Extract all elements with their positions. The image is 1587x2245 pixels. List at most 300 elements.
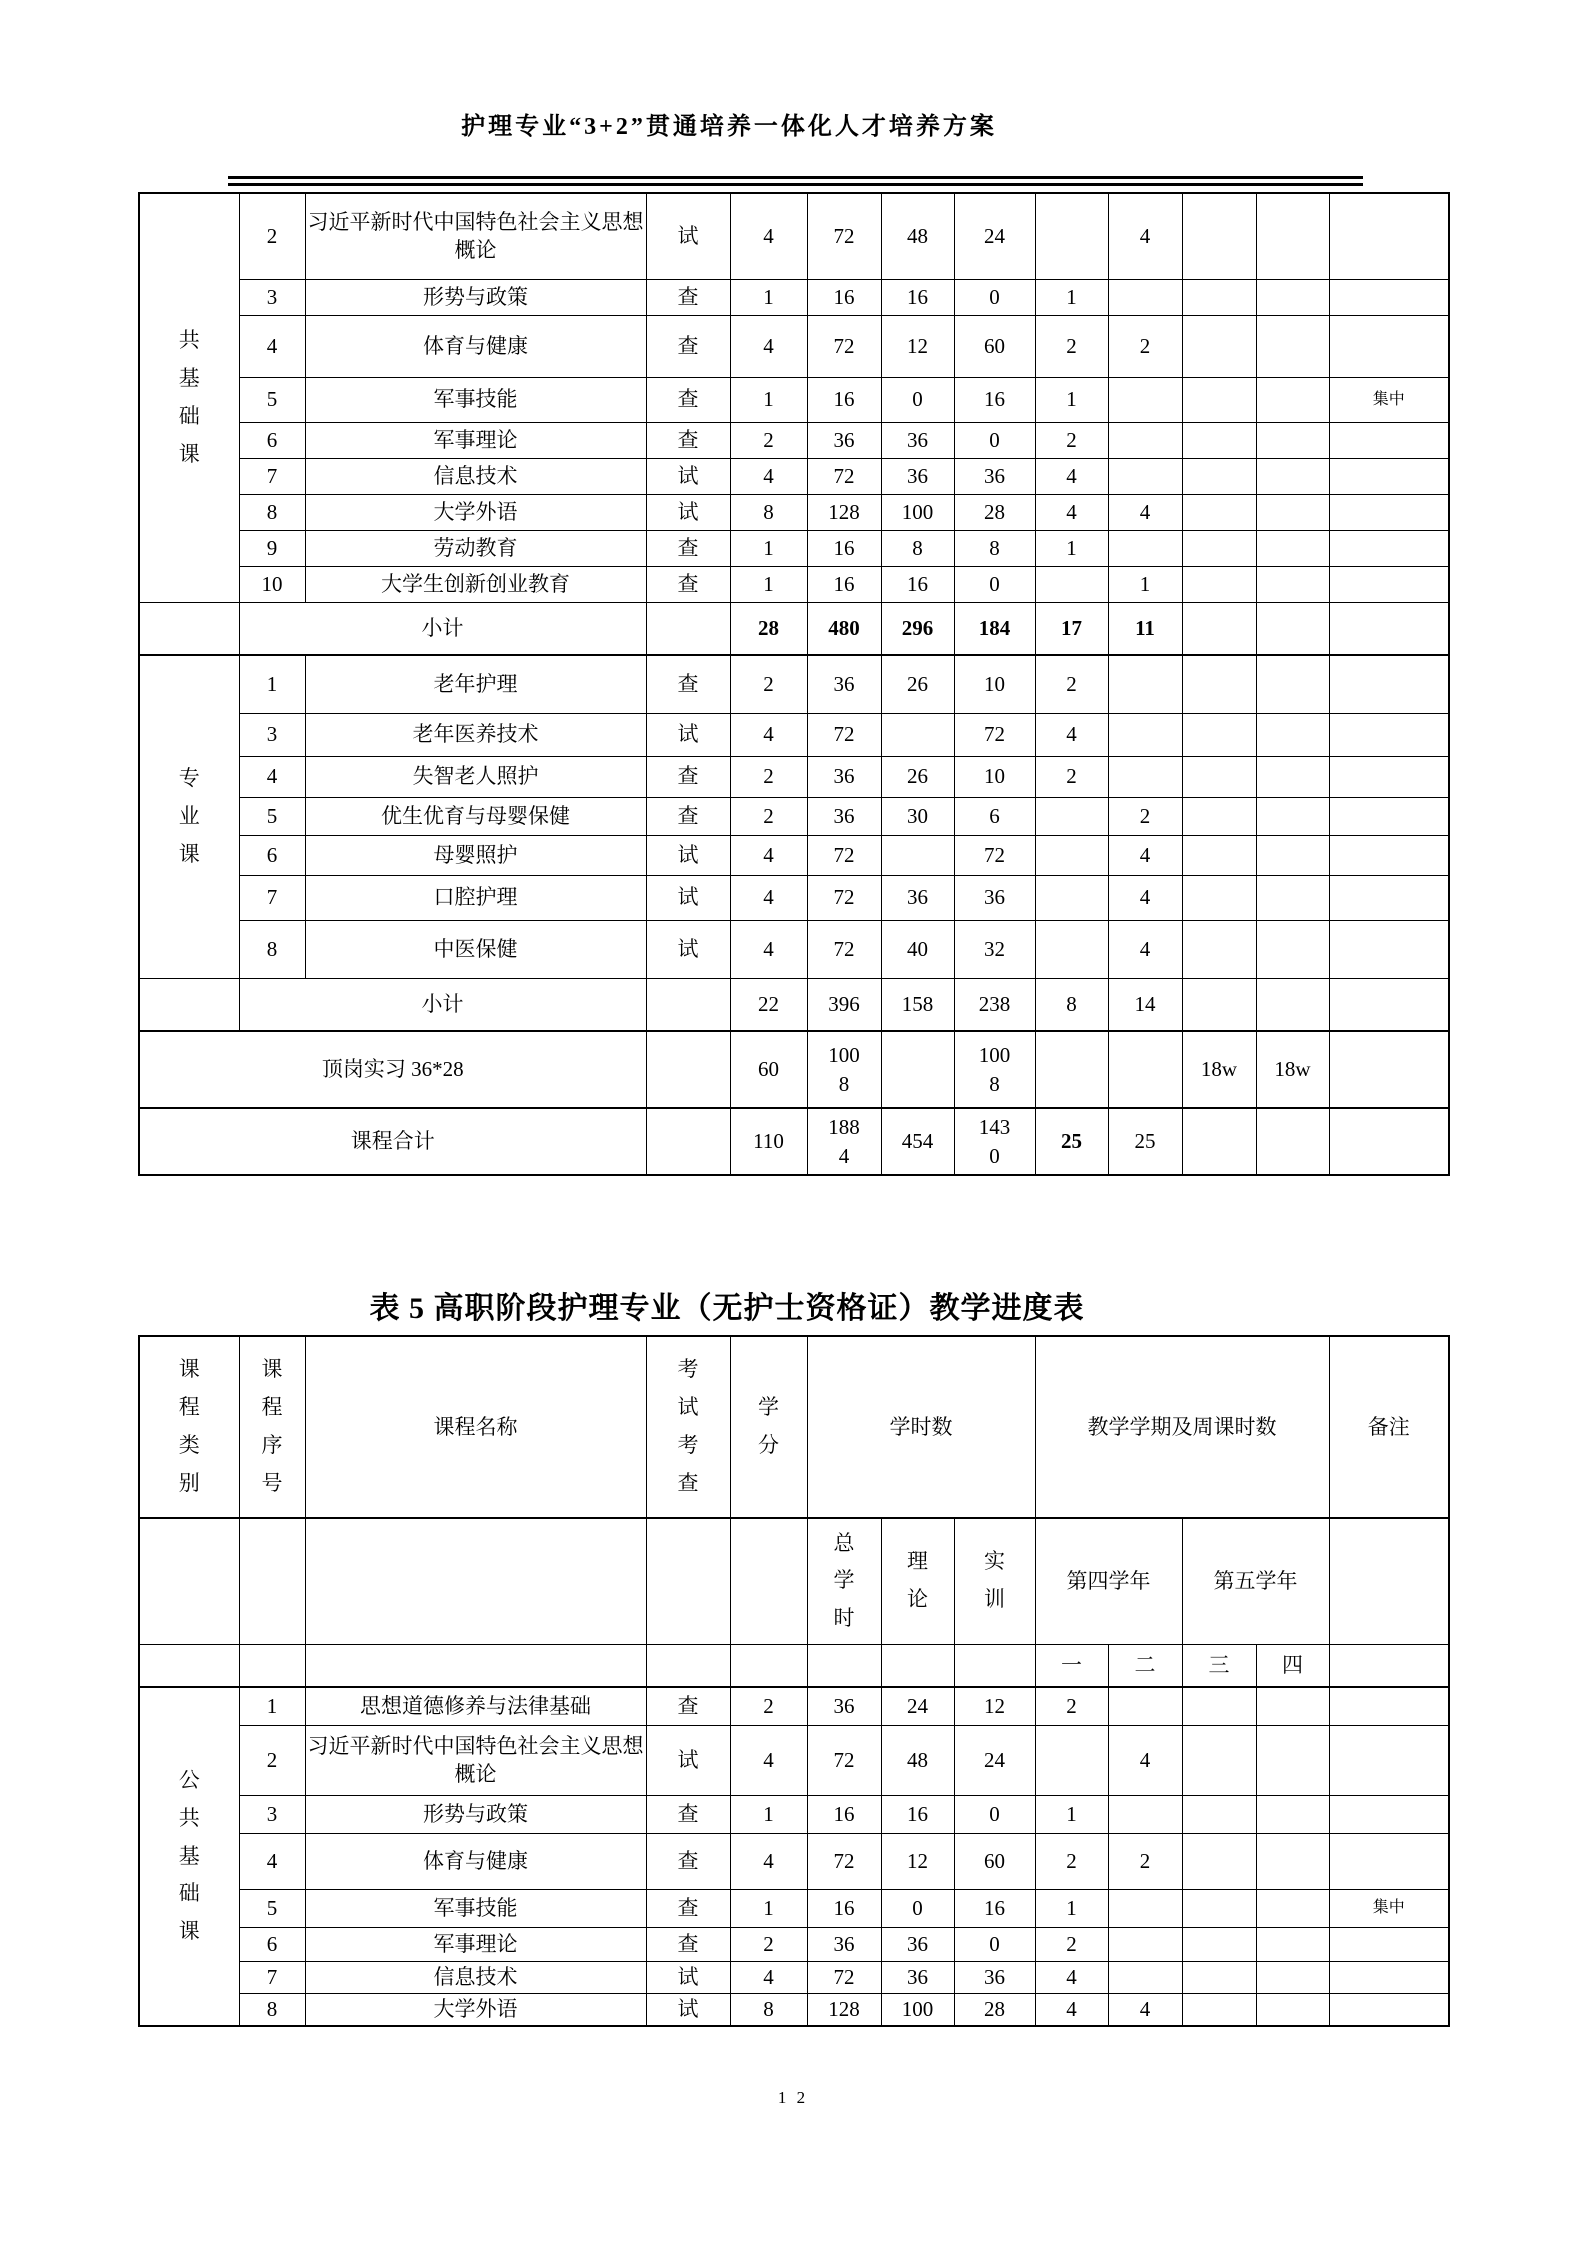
header-sem3: 三: [1182, 1644, 1256, 1687]
cell-course: 军事技能: [305, 377, 646, 422]
cell-credit: 2: [730, 1927, 807, 1961]
cell-practice: 16: [954, 1889, 1035, 1927]
cell-note: [1329, 920, 1449, 978]
cell-credit: 4: [730, 1961, 807, 1993]
table-row: [139, 835, 1449, 875]
cell-sem2: [1108, 1687, 1182, 1725]
table-row: [139, 713, 1449, 756]
cell-exam: 查: [646, 756, 730, 797]
cell-note: [1329, 835, 1449, 875]
cell-sem2: [1108, 1889, 1182, 1927]
cell-theory: 0: [881, 1889, 954, 1927]
cell-sem1: [1035, 1725, 1108, 1795]
cell-course: 母婴照护: [305, 835, 646, 875]
cell-sem4: [1256, 920, 1329, 978]
cell-practice: 10: [954, 655, 1035, 713]
cell-course: 大学外语: [305, 1993, 646, 2026]
empty-cell: [1329, 1518, 1449, 1644]
header-sem1: 一: [1035, 1644, 1108, 1687]
cell-sem3: [1182, 1795, 1256, 1833]
cell-note: [1329, 756, 1449, 797]
cell-sem1: 1: [1035, 1795, 1108, 1833]
cell-sem4: [1256, 377, 1329, 422]
cell-credit: 8: [730, 1993, 807, 2026]
cell-exam: 试: [646, 1993, 730, 2026]
cell-sem3: [1182, 530, 1256, 566]
cell-sem4: 18w: [1256, 1031, 1329, 1108]
cell-credit: 2: [730, 422, 807, 458]
cell-sem1: 1: [1035, 377, 1108, 422]
cell-sem2: 4: [1108, 1993, 1182, 2026]
cell-note: [1329, 1108, 1449, 1175]
cell-practice: 12: [954, 1687, 1035, 1725]
table-row: [139, 655, 1449, 713]
table5-title: 表 5 高职阶段护理专业（无护士资格证）教学进度表: [369, 1292, 1085, 1325]
table-row: [139, 797, 1449, 835]
cell-seq: 2: [239, 193, 305, 279]
cell-sem1: 2: [1035, 422, 1108, 458]
cell-total-hours: 16: [807, 1889, 881, 1927]
empty-cell: [139, 1644, 239, 1687]
cell-seq: 6: [239, 835, 305, 875]
cell-theory: 36: [881, 422, 954, 458]
header-year4: 第四学年: [1035, 1518, 1182, 1644]
cell-note: [1329, 315, 1449, 377]
cell-sem3: [1182, 566, 1256, 602]
cell-note: [1329, 458, 1449, 494]
cell-practice: 36: [954, 458, 1035, 494]
cell-sem1: 4: [1035, 494, 1108, 530]
header-note: 备注: [1329, 1336, 1449, 1518]
cell-theory: 100: [881, 494, 954, 530]
cell-sem1: 2: [1035, 1687, 1108, 1725]
cell-theory: 100: [881, 1993, 954, 2026]
cell-practice: 0: [954, 422, 1035, 458]
table-row: [139, 494, 1449, 530]
cell-sem1: 2: [1035, 315, 1108, 377]
cell-total-hours: 72: [807, 1961, 881, 1993]
header-row-1: [139, 1336, 1449, 1518]
table-row: [139, 566, 1449, 602]
cell-total-hours: 16: [807, 530, 881, 566]
cell-total-hours: 36: [807, 1927, 881, 1961]
cell-course: 习近平新时代中国特色社会主义思想概论: [305, 193, 646, 279]
cell-sem3: [1182, 494, 1256, 530]
cell-sem1: [1035, 1031, 1108, 1108]
cell-practice: 32: [954, 920, 1035, 978]
cell-seq: 3: [239, 713, 305, 756]
cell-note: [1329, 566, 1449, 602]
cell-course: 劳动教育: [305, 530, 646, 566]
cell-sem3: [1182, 422, 1256, 458]
cell-note: [1329, 1833, 1449, 1889]
header-sem2: 二: [1108, 1644, 1182, 1687]
cell-sem3: [1182, 875, 1256, 920]
cell-total-hours: 1008: [807, 1031, 881, 1108]
cell-sem1: [1035, 835, 1108, 875]
cell-course: 思想道德修养与法律基础: [305, 1687, 646, 1725]
header-sem4: 四: [1256, 1644, 1329, 1687]
cell-practice: 24: [954, 1725, 1035, 1795]
cell-sem2: [1108, 1795, 1182, 1833]
cell-seq: 7: [239, 875, 305, 920]
cell-seq: 6: [239, 1927, 305, 1961]
table-row: [139, 279, 1449, 315]
empty-cell: [807, 1644, 881, 1687]
cell-sem1: 1: [1035, 279, 1108, 315]
cell-theory: [881, 713, 954, 756]
cell-sem4: [1256, 1927, 1329, 1961]
table-row: [139, 458, 1449, 494]
cell-theory: [881, 835, 954, 875]
cell-sem1: 2: [1035, 756, 1108, 797]
cell-course: 信息技术: [305, 1961, 646, 1993]
cell-exam: 试: [646, 458, 730, 494]
category-label: 共基础课: [178, 328, 200, 466]
table-row: [139, 377, 1449, 422]
cell-total-hours: 72: [807, 920, 881, 978]
table-row: [139, 315, 1449, 377]
cell-total-hours: 128: [807, 494, 881, 530]
cell-credit: 1: [730, 377, 807, 422]
curriculum-table-continued: [138, 192, 1450, 1176]
cell-course: 形势与政策: [305, 1795, 646, 1833]
cell-exam: 试: [646, 835, 730, 875]
cell-sem1: 4: [1035, 1961, 1108, 1993]
cell-course: 体育与健康: [305, 1833, 646, 1889]
cell-seq: 7: [239, 458, 305, 494]
cell-seq: 3: [239, 279, 305, 315]
cell-sem2: 4: [1108, 1725, 1182, 1795]
cell-note: 集中: [1329, 377, 1449, 422]
header-theory: 理论: [881, 1518, 954, 1644]
cell-theory: 36: [881, 1927, 954, 1961]
cell-theory: 12: [881, 315, 954, 377]
cell-total-hours: 72: [807, 458, 881, 494]
header-course: 课程名称: [305, 1336, 646, 1518]
category-label: 专业课: [178, 766, 200, 866]
cell-note: [1329, 713, 1449, 756]
cell-sem3: [1182, 1961, 1256, 1993]
cell-sem4: [1256, 422, 1329, 458]
cell-exam: 查: [646, 655, 730, 713]
cell-total-hours: 72: [807, 193, 881, 279]
cell-sem3: [1182, 1927, 1256, 1961]
cell-sem3: [1182, 602, 1256, 655]
cell-theory: 296: [881, 602, 954, 655]
subtotal-row: [139, 602, 1449, 655]
table-row: [139, 193, 1449, 279]
cell-exam: [646, 978, 730, 1031]
table-row: [139, 1795, 1449, 1833]
cell-theory: 36: [881, 1961, 954, 1993]
cell-sem4: [1256, 713, 1329, 756]
cell-credit: 2: [730, 1687, 807, 1725]
cell-seq: 10: [239, 566, 305, 602]
header-credit: 学分: [730, 1336, 807, 1518]
cell-exam: [646, 1031, 730, 1108]
cell-sem2: [1108, 377, 1182, 422]
cell-credit: 4: [730, 458, 807, 494]
cell-sem2: 4: [1108, 193, 1182, 279]
cell-sem4: [1256, 1795, 1329, 1833]
table-row: [139, 1993, 1449, 2026]
cell-sem2: 4: [1108, 494, 1182, 530]
cell-sem3: [1182, 1108, 1256, 1175]
cell-exam: 查: [646, 566, 730, 602]
cell-course: 形势与政策: [305, 279, 646, 315]
cell-sem3: [1182, 835, 1256, 875]
empty-cell: [1329, 1644, 1449, 1687]
table-row: [139, 920, 1449, 978]
cell-practice: 10: [954, 756, 1035, 797]
cell-total-hours: 1884: [807, 1108, 881, 1175]
cell-credit: 4: [730, 193, 807, 279]
cell-credit: 1: [730, 1889, 807, 1927]
cell-sem1: 17: [1035, 602, 1108, 655]
empty-cell: [730, 1518, 807, 1644]
empty-cell: [139, 1518, 239, 1644]
cell-practice: 60: [954, 1833, 1035, 1889]
table-row: [139, 1687, 1449, 1725]
cell-sem3: [1182, 1725, 1256, 1795]
cell-total-hours: 72: [807, 1833, 881, 1889]
cell-total-hours: 16: [807, 377, 881, 422]
cell-exam: 查: [646, 530, 730, 566]
table-row: [139, 1927, 1449, 1961]
internship-label: 顶岗实习 36*28: [139, 1031, 646, 1108]
table-row: [139, 756, 1449, 797]
header-hours: 学时数: [807, 1336, 1035, 1518]
header-row-3: [139, 1644, 1449, 1687]
cell-theory: 40: [881, 920, 954, 978]
cell-sem3: [1182, 1833, 1256, 1889]
cell-total-hours: 72: [807, 875, 881, 920]
cell-note: [1329, 875, 1449, 920]
cell-course: 口腔护理: [305, 875, 646, 920]
cell-exam: 查: [646, 422, 730, 458]
cell-course: 老年医养技术: [305, 713, 646, 756]
cell-sem4: [1256, 875, 1329, 920]
cell-sem2: [1108, 422, 1182, 458]
cell-theory: 12: [881, 1833, 954, 1889]
cell-exam: 试: [646, 1961, 730, 1993]
cell-theory: 26: [881, 655, 954, 713]
empty-cell: [239, 1644, 305, 1687]
empty-cell: [646, 1644, 730, 1687]
header-semester: 教学学期及周课时数: [1035, 1336, 1329, 1518]
empty-cell: [139, 602, 239, 655]
cell-seq: 4: [239, 315, 305, 377]
empty-cell: [881, 1644, 954, 1687]
cell-sem4: [1256, 1725, 1329, 1795]
cell-sem3: [1182, 315, 1256, 377]
cell-sem1: [1035, 920, 1108, 978]
table-row: [139, 875, 1449, 920]
cell-sem3: [1182, 713, 1256, 756]
cell-note: [1329, 1795, 1449, 1833]
cell-exam: 查: [646, 315, 730, 377]
cell-practice: 60: [954, 315, 1035, 377]
cell-note: [1329, 1031, 1449, 1108]
cell-sem4: [1256, 530, 1329, 566]
cell-sem2: 1: [1108, 566, 1182, 602]
empty-cell: [730, 1644, 807, 1687]
cell-sem4: [1256, 1889, 1329, 1927]
cell-sem1: 1: [1035, 530, 1108, 566]
cell-exam: 查: [646, 1927, 730, 1961]
cell-sem3: [1182, 797, 1256, 835]
cell-practice: 72: [954, 835, 1035, 875]
subtotal-label: 小计: [239, 602, 646, 655]
cell-note: [1329, 494, 1449, 530]
cell-total-hours: 72: [807, 1725, 881, 1795]
cell-practice: 0: [954, 1927, 1035, 1961]
cell-note: [1329, 655, 1449, 713]
cell-credit: 4: [730, 315, 807, 377]
cell-practice: 238: [954, 978, 1035, 1031]
cell-sem1: 4: [1035, 713, 1108, 756]
cell-theory: 26: [881, 756, 954, 797]
cell-note: [1329, 1961, 1449, 1993]
cell-sem1: 25: [1035, 1108, 1108, 1175]
cell-practice: 1430: [954, 1108, 1035, 1175]
table-row: [139, 1725, 1449, 1795]
cell-seq: 8: [239, 494, 305, 530]
cell-theory: 8: [881, 530, 954, 566]
cell-sem1: [1035, 797, 1108, 835]
cell-credit: 1: [730, 530, 807, 566]
cell-total-hours: 72: [807, 713, 881, 756]
cell-credit: 1: [730, 1795, 807, 1833]
cell-theory: 48: [881, 1725, 954, 1795]
header-total-hours: 总学时: [807, 1518, 881, 1644]
cell-sem1: [1035, 193, 1108, 279]
header-double-rule: [228, 176, 1363, 186]
header-category: 课程类别: [139, 1336, 239, 1518]
cell-total-hours: 128: [807, 1993, 881, 2026]
cell-total-hours: 36: [807, 756, 881, 797]
cell-exam: 查: [646, 1687, 730, 1725]
cell-credit: 4: [730, 875, 807, 920]
cell-course: 习近平新时代中国特色社会主义思想概论: [305, 1725, 646, 1795]
cell-sem2: 2: [1108, 1833, 1182, 1889]
cell-exam: 查: [646, 1833, 730, 1889]
cell-sem3: [1182, 193, 1256, 279]
cell-note: [1329, 978, 1449, 1031]
category-label-cell: [139, 1687, 239, 2026]
cell-seq: 9: [239, 530, 305, 566]
cell-theory: 16: [881, 1795, 954, 1833]
cell-total-hours: 480: [807, 602, 881, 655]
cell-exam: 试: [646, 1725, 730, 1795]
cell-sem2: 4: [1108, 875, 1182, 920]
cell-credit: 4: [730, 713, 807, 756]
cell-sem4: [1256, 756, 1329, 797]
cell-sem2: 25: [1108, 1108, 1182, 1175]
cell-total-hours: 72: [807, 315, 881, 377]
header-number: 课程序号: [239, 1336, 305, 1518]
cell-sem3: [1182, 756, 1256, 797]
table-row: [139, 422, 1449, 458]
cell-practice: 0: [954, 279, 1035, 315]
cell-sem4: [1256, 494, 1329, 530]
table-row: [139, 530, 1449, 566]
page-header-title: 护理专业“3+2”贯通培养一体化人才培养方案: [461, 114, 997, 140]
cell-course: 体育与健康: [305, 315, 646, 377]
cell-sem4: [1256, 279, 1329, 315]
cell-sem2: [1108, 1031, 1182, 1108]
cell-theory: 36: [881, 875, 954, 920]
cell-note: [1329, 602, 1449, 655]
cell-sem3: [1182, 279, 1256, 315]
cell-theory: 16: [881, 566, 954, 602]
cell-sem2: [1108, 713, 1182, 756]
cell-credit: 4: [730, 920, 807, 978]
cell-total-hours: 16: [807, 1795, 881, 1833]
empty-cell: [646, 1518, 730, 1644]
empty-cell: [305, 1644, 646, 1687]
cell-theory: 454: [881, 1108, 954, 1175]
category-label-cell: [139, 655, 239, 978]
cell-sem2: 4: [1108, 920, 1182, 978]
cell-sem3: [1182, 1687, 1256, 1725]
table-row: [139, 1961, 1449, 1993]
cell-note: [1329, 193, 1449, 279]
cell-credit: 4: [730, 835, 807, 875]
cell-total-hours: 36: [807, 655, 881, 713]
cell-practice: 28: [954, 1993, 1035, 2026]
cell-sem3: [1182, 1889, 1256, 1927]
empty-cell: [954, 1644, 1035, 1687]
header-year5: 第五学年: [1182, 1518, 1329, 1644]
cell-credit: 2: [730, 655, 807, 713]
empty-cell: [139, 978, 239, 1031]
cell-credit: 110: [730, 1108, 807, 1175]
cell-sem4: [1256, 1993, 1329, 2026]
cell-seq: 1: [239, 1687, 305, 1725]
cell-sem2: [1108, 458, 1182, 494]
cell-credit: 4: [730, 1725, 807, 1795]
cell-theory: 30: [881, 797, 954, 835]
cell-sem1: [1035, 566, 1108, 602]
subtotal-row: [139, 978, 1449, 1031]
cell-sem3: 18w: [1182, 1031, 1256, 1108]
cell-sem4: [1256, 566, 1329, 602]
cell-seq: 5: [239, 377, 305, 422]
cell-credit: 8: [730, 494, 807, 530]
cell-exam: 查: [646, 797, 730, 835]
cell-exam: 查: [646, 377, 730, 422]
cell-sem4: [1256, 797, 1329, 835]
cell-note: 集中: [1329, 1889, 1449, 1927]
cell-theory: 36: [881, 458, 954, 494]
cell-sem2: [1108, 1961, 1182, 1993]
cell-exam: 查: [646, 1889, 730, 1927]
cell-exam: [646, 1108, 730, 1175]
cell-practice: 184: [954, 602, 1035, 655]
cell-note: [1329, 797, 1449, 835]
header-exam: 考试考查: [646, 1336, 730, 1518]
cell-practice: 28: [954, 494, 1035, 530]
cell-course: 大学外语: [305, 494, 646, 530]
cell-sem1: 8: [1035, 978, 1108, 1031]
cell-sem2: 14: [1108, 978, 1182, 1031]
cell-sem4: [1256, 1833, 1329, 1889]
cell-credit: 2: [730, 797, 807, 835]
cell-sem3: [1182, 655, 1256, 713]
cell-total-hours: 16: [807, 279, 881, 315]
